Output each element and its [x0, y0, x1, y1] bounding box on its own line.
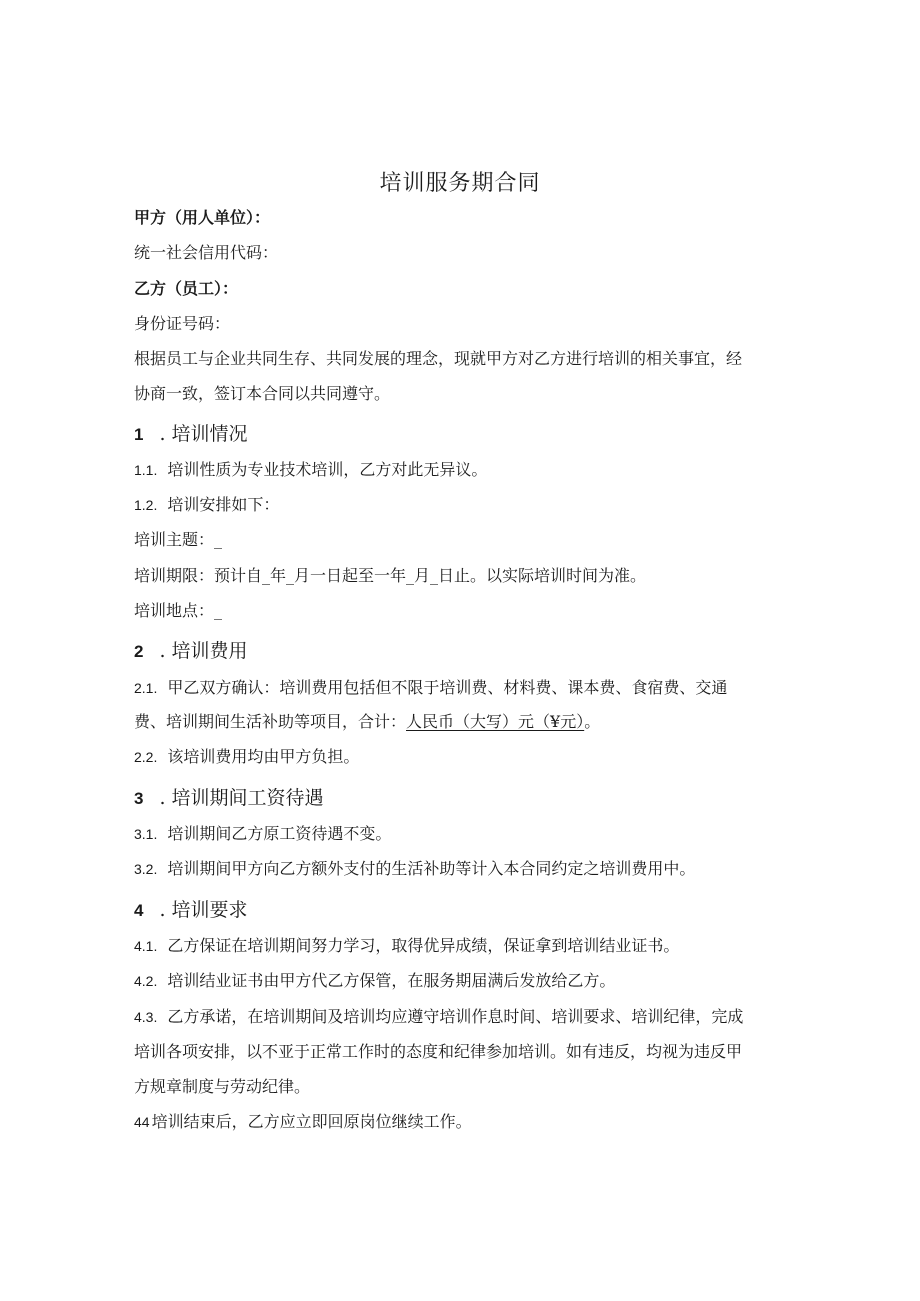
training-topic-field: 培训主题：_ — [134, 530, 223, 549]
clause-number: 1.2. — [134, 497, 158, 513]
clause-number: 44 — [134, 1114, 150, 1130]
clause-1-2 — [134, 494, 794, 516]
total-amount-field: 人民币（大写）元（¥元） — [406, 712, 585, 731]
clause-text: 培训期间甲方向乙方额外支付的生活补助等计入本合同约定之培训费用中。 — [167, 859, 696, 878]
section-heading-3 — [134, 785, 324, 812]
section-number: 3 — [134, 789, 144, 808]
party-a-label: 甲方（用人单位）： — [134, 208, 271, 227]
clause-4-1 — [134, 935, 794, 957]
section-number: 1 — [134, 425, 144, 444]
section-title: . 培训要求 — [159, 899, 248, 921]
clause-4-3-continued-1: 培训各项安排，以不亚于正常工作时的态度和纪律参加培训。如有违反，均视为违反甲 — [134, 1042, 743, 1061]
credit-code-label: 统一社会信用代码： — [134, 243, 279, 262]
document-title: 培训服务期合同 — [379, 171, 541, 196]
clause-number: 2.2. — [134, 749, 158, 765]
clause-text-suffix: 。 — [584, 712, 601, 731]
clause-text: 培训期间乙方原工资待遇不变。 — [167, 824, 392, 843]
clause-text: 该培训费用均由甲方负担。 — [167, 747, 360, 766]
section-title: . 培训期间工资待遇 — [159, 787, 324, 809]
section-title: . 培训费用 — [159, 640, 248, 662]
clause-number: 3.2. — [134, 861, 158, 877]
section-heading-1 — [134, 421, 248, 448]
clause-3-2 — [134, 858, 794, 880]
clause-1-1 — [134, 459, 794, 481]
clause-text: 甲乙双方确认：培训费用包括但不限于培训费、材料费、课本费、食宿费、交通 — [167, 678, 728, 697]
clause-number: 4.3. — [134, 1009, 158, 1025]
clause-4-3-continued-2: 方规章制度与劳动纪律。 — [134, 1077, 311, 1096]
clause-4-3 — [134, 1006, 794, 1028]
clause-text: 培训性质为专业技术培训，乙方对此无异议。 — [167, 460, 488, 479]
clause-2-2 — [134, 746, 794, 768]
clause-3-1 — [134, 823, 794, 845]
id-number-label: 身份证号码： — [134, 314, 231, 333]
clause-2-1 — [134, 677, 794, 699]
clause-text: 乙方承诺，在培训期间及培训均应遵守培训作息时间、培训要求、培训纪律，完成 — [167, 1007, 744, 1026]
training-period-field: 培训期限：预计自_年_月一日起至一年_月_日止。以实际培训时间为准。 — [134, 566, 647, 585]
section-heading-4 — [134, 897, 248, 924]
intro-paragraph-line-1: 根据员工与企业共同生存、共同发展的理念，现就甲方对乙方进行培训的相关事宜，经 — [134, 349, 743, 368]
clause-number: 1.1. — [134, 462, 158, 478]
clause-number: 3.1. — [134, 826, 158, 842]
clause-number: 2.1. — [134, 680, 158, 696]
section-number: 2 — [134, 642, 144, 661]
clause-text-prefix: 费、培训期间生活补助等项目，合计： — [134, 712, 407, 731]
clause-text: 乙方保证在培训期间努力学习，取得优异成绩，保证拿到培训结业证书。 — [167, 936, 680, 955]
party-b-label: 乙方（员工）： — [134, 279, 239, 298]
section-title: . 培训情况 — [159, 423, 248, 445]
clause-4-2 — [134, 970, 794, 992]
training-location-field: 培训地点：_ — [134, 601, 223, 620]
clause-4-4 — [134, 1111, 794, 1133]
clause-2-1-continued — [134, 711, 794, 733]
section-heading-2 — [134, 638, 248, 665]
clause-text: 培训结业证书由甲方代乙方保管，在服务期届满后发放给乙方。 — [167, 971, 616, 990]
section-number: 4 — [134, 901, 144, 920]
clause-number: 4.1. — [134, 938, 158, 954]
clause-number: 4.2. — [134, 973, 158, 989]
intro-paragraph-line-2: 协商一致，签订本合同以共同遵守。 — [134, 384, 391, 403]
clause-text: 培训结束后，乙方应立即回原岗位继续工作。 — [151, 1112, 472, 1131]
clause-text: 培训安排如下： — [167, 495, 280, 514]
